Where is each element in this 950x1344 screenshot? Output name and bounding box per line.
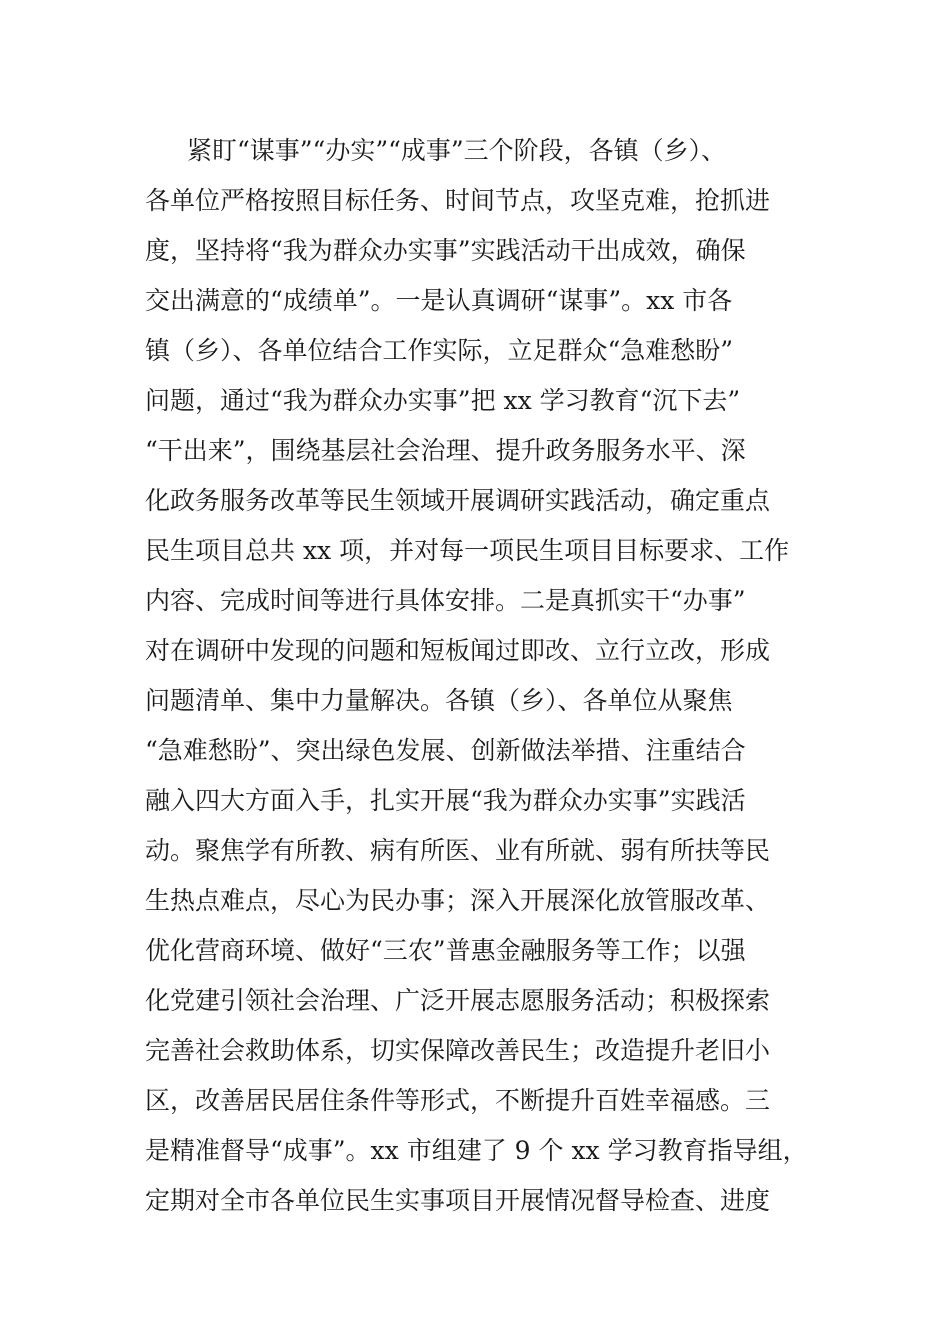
paragraph-line: 定期对全市各单位民生实事项目开展情况督导检查、进度 [145,1186,771,1215]
paragraph-line: 交出满意的“成绩单”。一是认真调研“谋事”。xx 市各 [145,286,733,315]
paragraph-line: 民生项目总共 xx 项，并对每一项民生项目目标要求、工作 [145,536,790,565]
paragraph-line: 度，坚持将“我为群众办实事”实践活动干出成效，确保 [145,236,746,265]
paragraph-line: 镇（乡）、各单位结合工作实际，立足群众“急难愁盼” [145,336,734,365]
paragraph-line: 对在调研中发现的问题和短板闻过即改、立行立改，形成 [145,636,771,665]
paragraph-line: “急难愁盼”、突出绿色发展、创新做法举措、注重结合 [145,736,746,765]
paragraph-line: 紧盯“谋事”“办实”“成事”三个阶段，各镇（乡）、 [187,136,727,165]
paragraph-line: “干出来”，围绕基层社会治理、提升政务服务水平、深 [145,436,746,465]
paragraph-line: 完善社会救助体系，切实保障改善民生；改造提升老旧小 [145,1036,771,1065]
paragraph-line: 化党建引领社会治理、广泛开展志愿服务活动；积极探索 [145,986,771,1015]
paragraph-line: 化政务服务改革等民生领域开展调研实践活动，确定重点 [145,486,771,515]
paragraph-line: 动。聚焦学有所教、病有所医、业有所就、弱有所扶等民 [145,836,771,865]
paragraph-line: 区，改善居民居住条件等形式，不断提升百姓幸福感。三 [145,1086,771,1115]
paragraph-line: 各单位严格按照目标任务、时间节点，攻坚克难，抢抓进 [145,186,771,215]
paragraph-line: 内容、完成时间等进行具体安排。二是真抓实干“办事” [145,586,746,615]
document-paragraph [145,126,835,1226]
paragraph-line: 问题，通过“我为群众办实事”把 xx 学习教育“沉下去” [145,386,741,415]
paragraph-line: 问题清单、集中力量解决。各镇（乡）、各单位从聚焦 [145,686,733,715]
paragraph-line: 生热点难点，尽心为民办事；深入开展深化放管服改革、 [145,886,771,915]
paragraph-line: 优化营商环境、做好“三农”普惠金融服务等工作；以强 [145,936,746,965]
paragraph-line: 是精准督导“成事”。xx 市组建了 9 个 xx 学习教育指导组， [145,1136,808,1165]
paragraph-line: 融入四大方面入手，扎实开展“我为群众办实事”实践活 [145,786,746,815]
